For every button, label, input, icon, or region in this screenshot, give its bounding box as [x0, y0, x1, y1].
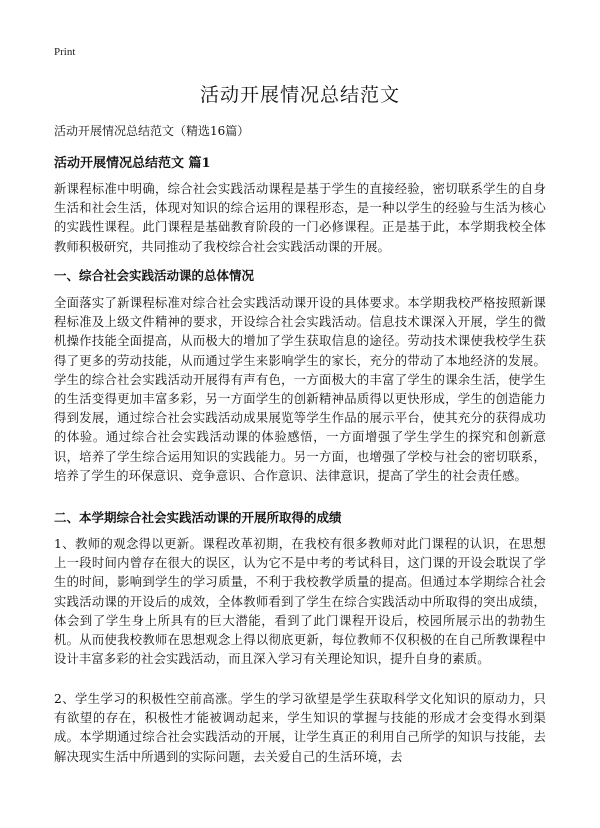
point2-paragraph: 2、学生学习的积极性空前高涨。学生的学习欲望是学生获取科学文化知识的原动力，只有欲望的存在，积极性才能被调动起来，学生知识的掌握与技能的形成才会变得水到渠成。本学期通过综合社会实践活动的开展，让学生真正的利用自己所学的知识与技能，去解决现实生活中所遇到的实际问题，去关爱自己的生活环境，去: [54, 692, 546, 764]
article-heading: 活动开展情况总结范文 篇1: [54, 156, 211, 171]
subtitle: 活动开展情况总结范文（精选16篇）: [54, 124, 250, 138]
intro-paragraph: 新课程标准中明确，综合社会实践活动课程是基于学生的直接经验，密切联系学生的自身生活和社会生活，体现对知识的综合运用的课程形态，是一种以学生的经验与生活为核心的实践性课程。此门课程是基础教育阶段的一门必修课程。正是基于此，本学期我校全体教师积极研究，共同推动了我校综合社会实践活动课的开展。: [54, 182, 546, 254]
section2-heading: 二、本学期综合社会实践活动课的开展所取得的成绩: [54, 510, 342, 525]
page-title: 活动开展情况总结范文: [199, 84, 400, 106]
section1-heading: 一、综合社会实践活动课的总体情况: [54, 268, 255, 283]
section1-paragraph: 全面落实了新课程标准对综合社会实践活动课开设的具体要求。本学期我校严格按照新课程标准及上级文件精神的要求，开设综合社会实践活动。信息技术课深入开展，学生的微机操作技能全面提高，从而极大的增加了学生获取信息的途径。劳动技术课使我校学生获得了更多的劳动技能，从而通过学生来影响学生的家长，充分的带动了本地经济的发展。学生的综合社会实践活动开展得有声有色，一方面极大的丰富了学生的课余生活，使学生的生活变得更加丰富多彩，另一方面学生的创新精神品质得以更快形成，学生的创造能力得到发展，通过综合社会实践活动成果展览等学生作品的展示平台，使其充分的获得成功的体验。通过综合社会实践活动课的体验感悟，一方面增强了学生学生的探究和创新意识，培养了学生综合运用知识的实践能力。另一方面，也增强了学校与社会的密切联系，培养了学生的环保意识、竞争意识、合作意识、法律意识，提高了学生的社会责任感。: [54, 296, 546, 483]
print-link[interactable]: Print: [54, 46, 76, 58]
point1-paragraph: 1、教师的观念得以更新。课程改革初期，在我校有很多教师对此门课程的认识，在思想上一段时间内曾存在很大的误区，认为它不是中考的考试科目，这门课的开设会耽误了学生的时间，影响到学生的学习质量，不利于我校教学质量的提高。但通过本学期综合社会实践活动课的开设后的成效，全体教师看到了学生在综合实践活动中所取得的突出成绩，体会到了学生身上所具有的巨大潜能，看到了此门课程开设后，校园所展示出的勃勃生机。从而使我校教师在思想观念上得以彻底更新，每位教师不仅积极的在自己所教课程中设计丰富多彩的社会实践活动，而且深入学习有关理论知识，提升自身的素质。: [54, 537, 546, 667]
